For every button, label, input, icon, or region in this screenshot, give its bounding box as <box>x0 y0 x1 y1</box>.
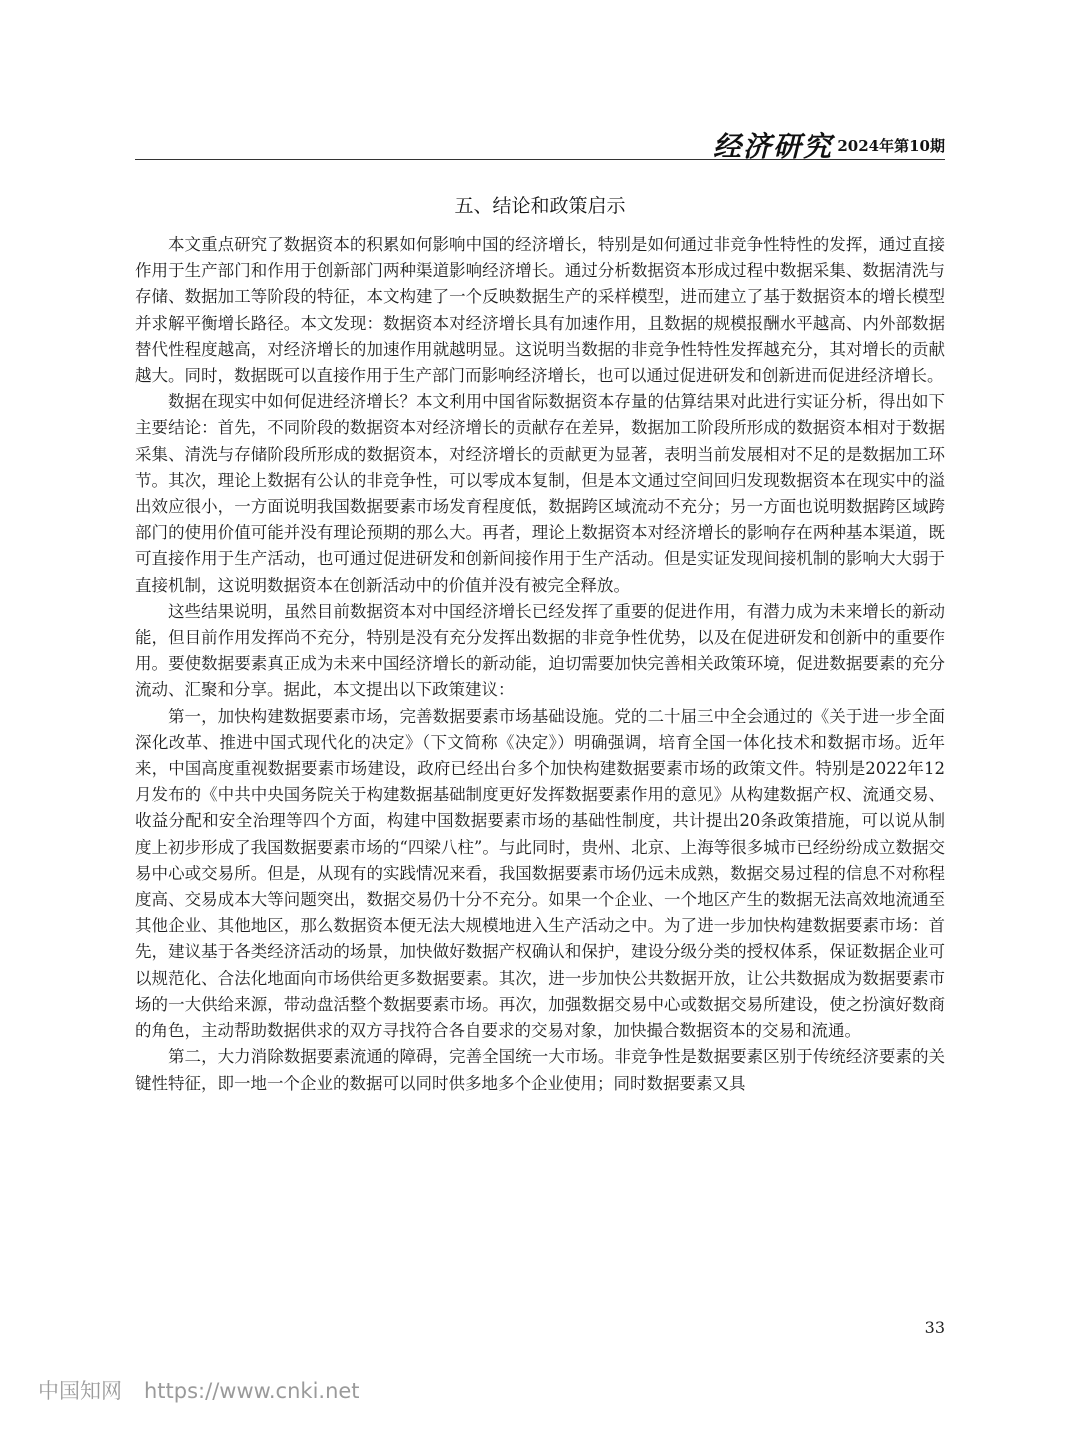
running-header <box>135 125 945 163</box>
body-text <box>135 232 945 1097</box>
issue-label: 2024年第10期 <box>837 137 945 155</box>
page-number: 33 <box>924 1318 945 1337</box>
paragraph-3: 这些结果说明，虽然目前数据资本对中国经济增长已经发挥了重要的促进作用，有潜力成为未来增长的新动能，但目前作用发挥尚不充分，特别是没有充分发挥出数据的非竞争性优势，以及在促进研发和创新中的重要作用。要使数据要素真正成为未来中国经济增长的新动能，迫切需要加快完善相关政策环境，促进数据要素的充分流动、汇聚和分享。据此，本文提出以下政策建议： <box>135 601 945 700</box>
paragraph-5: 第二，大力消除数据要素流通的障碍，完善全国统一大市场。非竞争性是数据要素区别于传统经济要素的关键性特征，即一地一个企业的数据可以同时供多地多个企业使用；同时数据要素又具 <box>135 1047 945 1093</box>
watermark-brand: 中国知网 <box>38 1379 122 1403</box>
journal-logo: 经济研究 <box>712 130 833 163</box>
cnki-watermark[interactable] <box>38 1375 360 1405</box>
watermark-url[interactable]: https://www.cnki.net <box>144 1379 360 1403</box>
paragraph-2: 数据在现实中如何促进经济增长？本文利用中国省际数据资本存量的估算结果对此进行实证分析，得出如下主要结论：首先，不同阶段的数据资本对经济增长的贡献存在差异，数据加工阶段所形成的数据资本相对于数据采集、清洗与存储阶段所形成的数据资本，对经济增长的贡献更为显著，表明当前发展相对不足的是数据加工环节。其次，理论上数据有公认的非竞争性，可以零成本复制，但是本文通过空间回归发现数据资本在现实中的溢出效应很小，一方面说明我国数据要素市场发育程度低，数据跨区域流动不充分；另一方面也说明数据跨区域跨部门的使用价值可能并没有理论预期的那么大。再者，理论上数据资本对经济增长的影响存在两种基本渠道，既可直接作用于生产活动，也可通过促进研发和创新间接作用于生产活动。但是实证发现间接机制的影响大大弱于直接机制，这说明数据资本在创新活动中的价值并没有被完全释放。 <box>135 392 945 595</box>
paragraph-4: 第一，加快构建数据要素市场，完善数据要素市场基础设施。党的二十届三中全会通过的《关于进一步全面深化改革、推进中国式现代化的决定》（下文简称《决定》）明确强调，培育全国一体化技术和数据市场。近年来，中国高度重视数据要素市场建设，政府已经出台多个加快构建数据要素市场的政策文件。特别是2022年12月发布的《中共中央国务院关于构建数据基础制度更好发挥数据要素作用的意见》从构建数据产权、流通交易、收益分配和安全治理等四个方面，构建中国数据要素市场的基础性制度，共计提出20条政策措施，可以说从制度上初步形成了我国数据要素市场的“四梁八柱”。与此同时，贵州、北京、上海等很多城市已经纷纷成立数据交易中心或交易所。但是，从现有的实践情况来看，我国数据要素市场仍远未成熟，数据交易过程的信息不对称程度高、交易成本大等问题突出，数据交易仍十分不充分。如果一个企业、一个地区产生的数据无法高效地流通至其他企业、其他地区，那么数据资本便无法大规模地进入生产活动之中。为了进一步加快构建数据要素市场：首先，建议基于各类经济活动的场景，加快做好数据产权确认和保护，建设分级分类的授权体系，保证数据企业可以规范化、合法化地面向市场供给更多数据要素。其次，进一步加快公共数据开放，让公共数据成为数据要素市场的一大供给来源，带动盘活整个数据要素市场。再次，加强数据交易中心或数据交易所建设，使之扮演好数商的角色，主动帮助数据供求的双方寻找符合各自要求的交易对象，加快撮合数据资本的交易和流通。 <box>135 706 945 1041</box>
section-title: 五、结论和政策启示 <box>454 195 626 217</box>
paragraph-1: 本文重点研究了数据资本的积累如何影响中国的经济增长，特别是如何通过非竞争性特性的发挥，通过直接作用于生产部门和作用于创新部门两种渠道影响经济增长。通过分析数据资本形成过程中数据采集、数据清洗与存储、数据加工等阶段的特征，本文构建了一个反映数据生产的采样模型，进而建立了基于数据资本的增长模型并求解平衡增长路径。本文发现：数据资本对经济增长具有加速作用，且数据的规模报酬水平越高、内外部数据替代性程度越高，对经济增长的加速作用就越明显。这说明当数据的非竞争性特性发挥越充分，其对增长的贡献越大。同时，数据既可以直接作用于生产部门而影响经济增长，也可以通过促进研发和创新进而促进经济增长。 <box>135 235 945 386</box>
